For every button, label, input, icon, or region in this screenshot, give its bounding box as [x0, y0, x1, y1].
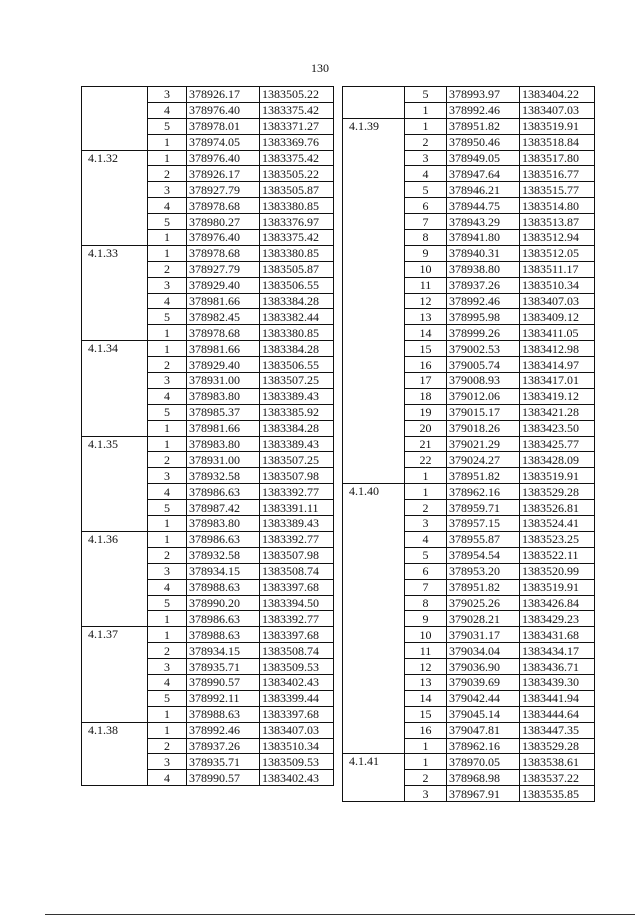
table-row	[82, 531, 334, 547]
x-coordinate-cell: 378951.82	[447, 468, 520, 484]
point-number-cell: 5	[148, 500, 187, 516]
y-coordinate-cell: 1383425.77	[520, 436, 595, 452]
y-coordinate-cell: 1383538.61	[520, 754, 595, 770]
y-coordinate-cell: 1383389.43	[260, 388, 334, 404]
y-coordinate-cell: 1383507.25	[260, 373, 334, 389]
coordinates-table-right	[342, 86, 595, 802]
point-number-cell: 2	[148, 452, 187, 468]
x-coordinate-cell: 379012.06	[447, 388, 520, 404]
point-number-cell: 4	[405, 531, 447, 547]
x-coordinate-cell: 378986.63	[187, 611, 260, 627]
point-number-cell: 2	[405, 500, 447, 516]
point-number-cell: 2	[148, 166, 187, 182]
point-number-cell: 4	[148, 293, 187, 309]
x-coordinate-cell: 378953.20	[447, 563, 520, 579]
point-number-cell: 1	[148, 516, 187, 532]
point-number-cell: 9	[405, 611, 447, 627]
section-number-cell: 4.1.35	[82, 436, 148, 531]
table-row	[82, 436, 334, 452]
point-number-cell: 8	[405, 595, 447, 611]
x-coordinate-cell: 378995.98	[447, 309, 520, 325]
x-coordinate-cell: 378937.26	[187, 738, 260, 754]
point-number-cell: 10	[405, 261, 447, 277]
x-coordinate-cell: 378927.79	[187, 261, 260, 277]
point-number-cell: 3	[148, 563, 187, 579]
x-coordinate-cell: 379002.53	[447, 341, 520, 357]
y-coordinate-cell: 1383511.17	[520, 261, 595, 277]
point-number-cell: 4	[148, 102, 187, 118]
y-coordinate-cell: 1383441.94	[520, 690, 595, 706]
x-coordinate-cell: 379045.14	[447, 706, 520, 722]
x-coordinate-cell: 379015.17	[447, 404, 520, 420]
x-coordinate-cell: 378926.17	[187, 87, 260, 103]
x-coordinate-cell: 378981.66	[187, 293, 260, 309]
y-coordinate-cell: 1383518.84	[520, 134, 595, 150]
y-coordinate-cell: 1383514.80	[520, 198, 595, 214]
y-coordinate-cell: 1383519.91	[520, 468, 595, 484]
y-coordinate-cell: 1383369.76	[260, 134, 334, 150]
y-coordinate-cell: 1383429.23	[520, 611, 595, 627]
table-row	[82, 150, 334, 166]
point-number-cell: 16	[405, 357, 447, 373]
section-number-cell: 4.1.40	[343, 484, 405, 754]
y-coordinate-cell: 1383529.28	[520, 738, 595, 754]
point-number-cell: 7	[405, 579, 447, 595]
point-number-cell: 3	[148, 373, 187, 389]
x-coordinate-cell: 378962.16	[447, 484, 520, 500]
point-number-cell: 4	[405, 166, 447, 182]
x-coordinate-cell: 379042.44	[447, 690, 520, 706]
point-number-cell: 14	[405, 690, 447, 706]
y-coordinate-cell: 1383512.94	[520, 230, 595, 246]
x-coordinate-cell: 378935.71	[187, 754, 260, 770]
x-coordinate-cell: 378934.15	[187, 643, 260, 659]
point-number-cell: 12	[405, 293, 447, 309]
x-coordinate-cell: 378934.15	[187, 563, 260, 579]
y-coordinate-cell: 1383509.53	[260, 754, 334, 770]
table-row	[82, 722, 334, 738]
point-number-cell: 22	[405, 452, 447, 468]
point-number-cell: 1	[148, 230, 187, 246]
section-number-cell	[343, 87, 405, 119]
point-number-cell: 18	[405, 388, 447, 404]
x-coordinate-cell: 378981.66	[187, 420, 260, 436]
y-coordinate-cell: 1383507.25	[260, 452, 334, 468]
x-coordinate-cell: 378992.11	[187, 690, 260, 706]
table-row	[343, 87, 595, 103]
x-coordinate-cell: 378935.71	[187, 659, 260, 675]
x-coordinate-cell: 378990.20	[187, 595, 260, 611]
point-number-cell: 1	[148, 706, 187, 722]
y-coordinate-cell: 1383391.11	[260, 500, 334, 516]
y-coordinate-cell: 1383519.91	[520, 579, 595, 595]
point-number-cell: 1	[148, 722, 187, 738]
point-number-cell: 3	[148, 277, 187, 293]
x-coordinate-cell: 378949.05	[447, 150, 520, 166]
point-number-cell: 21	[405, 436, 447, 452]
section-number-cell: 4.1.41	[343, 754, 405, 802]
y-coordinate-cell: 1383428.09	[520, 452, 595, 468]
point-number-cell: 4	[148, 198, 187, 214]
point-number-cell: 3	[148, 659, 187, 675]
y-coordinate-cell: 1383392.77	[260, 484, 334, 500]
section-number-cell: 4.1.34	[82, 341, 148, 436]
y-coordinate-cell: 1383529.28	[520, 484, 595, 500]
y-coordinate-cell: 1383505.22	[260, 87, 334, 103]
table-row	[82, 245, 334, 261]
y-coordinate-cell: 1383412.98	[520, 341, 595, 357]
point-number-cell: 11	[405, 643, 447, 659]
x-coordinate-cell: 378976.40	[187, 230, 260, 246]
x-coordinate-cell: 378957.15	[447, 516, 520, 532]
y-coordinate-cell: 1383397.68	[260, 579, 334, 595]
y-coordinate-cell: 1383404.22	[520, 87, 595, 103]
y-coordinate-cell: 1383507.98	[260, 547, 334, 563]
y-coordinate-cell: 1383508.74	[260, 643, 334, 659]
y-coordinate-cell: 1383380.85	[260, 325, 334, 341]
x-coordinate-cell: 378986.63	[187, 484, 260, 500]
y-coordinate-cell: 1383526.81	[520, 500, 595, 516]
x-coordinate-cell: 378931.00	[187, 373, 260, 389]
point-number-cell: 13	[405, 309, 447, 325]
point-number-cell: 3	[405, 516, 447, 532]
y-coordinate-cell: 1383382.44	[260, 309, 334, 325]
x-coordinate-cell: 378940.31	[447, 245, 520, 261]
x-coordinate-cell: 378978.68	[187, 198, 260, 214]
x-coordinate-cell: 378938.80	[447, 261, 520, 277]
point-number-cell: 19	[405, 404, 447, 420]
point-number-cell: 4	[148, 484, 187, 500]
section-number-cell	[82, 87, 148, 151]
section-number-cell: 4.1.36	[82, 531, 148, 626]
x-coordinate-cell: 378978.01	[187, 118, 260, 134]
y-coordinate-cell: 1383522.11	[520, 547, 595, 563]
coordinates-table-left-body	[82, 87, 334, 786]
x-coordinate-cell: 379039.69	[447, 674, 520, 690]
x-coordinate-cell: 378999.26	[447, 325, 520, 341]
x-coordinate-cell: 378929.40	[187, 277, 260, 293]
y-coordinate-cell: 1383389.43	[260, 516, 334, 532]
y-coordinate-cell: 1383380.85	[260, 198, 334, 214]
y-coordinate-cell: 1383434.17	[520, 643, 595, 659]
y-coordinate-cell: 1383397.68	[260, 627, 334, 643]
y-coordinate-cell: 1383535.85	[520, 786, 595, 802]
point-number-cell: 2	[148, 261, 187, 277]
table-row	[343, 484, 595, 500]
point-number-cell: 5	[148, 595, 187, 611]
x-coordinate-cell: 378978.68	[187, 325, 260, 341]
y-coordinate-cell: 1383426.84	[520, 595, 595, 611]
y-coordinate-cell: 1383394.50	[260, 595, 334, 611]
page-bottom-rule	[45, 914, 635, 915]
x-coordinate-cell: 378985.37	[187, 404, 260, 420]
x-coordinate-cell: 378955.87	[447, 531, 520, 547]
x-coordinate-cell: 378974.05	[187, 134, 260, 150]
x-coordinate-cell: 378988.63	[187, 627, 260, 643]
y-coordinate-cell: 1383375.42	[260, 150, 334, 166]
point-number-cell: 7	[405, 214, 447, 230]
y-coordinate-cell: 1383384.28	[260, 420, 334, 436]
x-coordinate-cell: 379036.90	[447, 659, 520, 675]
y-coordinate-cell: 1383389.43	[260, 436, 334, 452]
x-coordinate-cell: 379028.21	[447, 611, 520, 627]
point-number-cell: 4	[148, 579, 187, 595]
point-number-cell: 3	[405, 786, 447, 802]
point-number-cell: 1	[148, 134, 187, 150]
point-number-cell: 3	[148, 182, 187, 198]
x-coordinate-cell: 378962.16	[447, 738, 520, 754]
coordinates-table-right-body	[343, 87, 595, 802]
x-coordinate-cell: 378983.80	[187, 436, 260, 452]
point-number-cell: 6	[405, 198, 447, 214]
y-coordinate-cell: 1383380.85	[260, 245, 334, 261]
point-number-cell: 20	[405, 420, 447, 436]
point-number-cell: 17	[405, 373, 447, 389]
point-number-cell: 5	[405, 182, 447, 198]
x-coordinate-cell: 378992.46	[187, 722, 260, 738]
point-number-cell: 1	[405, 468, 447, 484]
point-number-cell: 4	[148, 770, 187, 786]
y-coordinate-cell: 1383384.28	[260, 293, 334, 309]
x-coordinate-cell: 378968.98	[447, 770, 520, 786]
point-number-cell: 1	[405, 118, 447, 134]
y-coordinate-cell: 1383517.80	[520, 150, 595, 166]
y-coordinate-cell: 1383376.97	[260, 214, 334, 230]
point-number-cell: 5	[148, 118, 187, 134]
point-number-cell: 3	[405, 150, 447, 166]
point-number-cell: 2	[148, 738, 187, 754]
y-coordinate-cell: 1383392.77	[260, 531, 334, 547]
y-coordinate-cell: 1383513.87	[520, 214, 595, 230]
x-coordinate-cell: 378932.58	[187, 468, 260, 484]
point-number-cell: 1	[405, 484, 447, 500]
x-coordinate-cell: 378946.21	[447, 182, 520, 198]
table-row	[82, 87, 334, 103]
y-coordinate-cell: 1383505.87	[260, 182, 334, 198]
section-number-cell: 4.1.38	[82, 722, 148, 786]
y-coordinate-cell: 1383407.03	[260, 722, 334, 738]
point-number-cell: 9	[405, 245, 447, 261]
x-coordinate-cell: 378950.46	[447, 134, 520, 150]
point-number-cell: 3	[148, 87, 187, 103]
x-coordinate-cell: 378986.63	[187, 531, 260, 547]
x-coordinate-cell: 378976.40	[187, 150, 260, 166]
x-coordinate-cell: 378944.75	[447, 198, 520, 214]
x-coordinate-cell: 378987.42	[187, 500, 260, 516]
point-number-cell: 4	[148, 674, 187, 690]
y-coordinate-cell: 1383520.99	[520, 563, 595, 579]
y-coordinate-cell: 1383509.53	[260, 659, 334, 675]
point-number-cell: 1	[405, 754, 447, 770]
x-coordinate-cell: 379018.26	[447, 420, 520, 436]
point-number-cell: 1	[405, 738, 447, 754]
point-number-cell: 3	[148, 468, 187, 484]
x-coordinate-cell: 378937.26	[447, 277, 520, 293]
x-coordinate-cell: 378992.46	[447, 102, 520, 118]
point-number-cell: 13	[405, 674, 447, 690]
point-number-cell: 2	[405, 134, 447, 150]
table-row	[82, 341, 334, 357]
point-number-cell: 2	[148, 357, 187, 373]
x-coordinate-cell: 378954.54	[447, 547, 520, 563]
section-number-cell: 4.1.39	[343, 118, 405, 483]
x-coordinate-cell: 378983.80	[187, 388, 260, 404]
x-coordinate-cell: 378976.40	[187, 102, 260, 118]
point-number-cell: 5	[148, 309, 187, 325]
y-coordinate-cell: 1383385.92	[260, 404, 334, 420]
y-coordinate-cell: 1383402.43	[260, 674, 334, 690]
y-coordinate-cell: 1383399.44	[260, 690, 334, 706]
y-coordinate-cell: 1383436.71	[520, 659, 595, 675]
y-coordinate-cell: 1383409.12	[520, 309, 595, 325]
y-coordinate-cell: 1383516.77	[520, 166, 595, 182]
point-number-cell: 15	[405, 341, 447, 357]
x-coordinate-cell: 378926.17	[187, 166, 260, 182]
x-coordinate-cell: 378932.58	[187, 547, 260, 563]
x-coordinate-cell: 378947.64	[447, 166, 520, 182]
y-coordinate-cell: 1383515.77	[520, 182, 595, 198]
point-number-cell: 1	[148, 420, 187, 436]
table-row	[343, 754, 595, 770]
point-number-cell: 8	[405, 230, 447, 246]
y-coordinate-cell: 1383407.03	[520, 293, 595, 309]
y-coordinate-cell: 1383421.28	[520, 404, 595, 420]
point-number-cell: 2	[148, 547, 187, 563]
y-coordinate-cell: 1383524.41	[520, 516, 595, 532]
x-coordinate-cell: 378941.80	[447, 230, 520, 246]
point-number-cell: 1	[148, 245, 187, 261]
point-number-cell: 3	[148, 754, 187, 770]
x-coordinate-cell: 379047.81	[447, 722, 520, 738]
x-coordinate-cell: 378931.00	[187, 452, 260, 468]
y-coordinate-cell: 1383392.77	[260, 611, 334, 627]
y-coordinate-cell: 1383402.43	[260, 770, 334, 786]
x-coordinate-cell: 378927.79	[187, 182, 260, 198]
y-coordinate-cell: 1383519.91	[520, 118, 595, 134]
point-number-cell: 14	[405, 325, 447, 341]
y-coordinate-cell: 1383371.27	[260, 118, 334, 134]
point-number-cell: 4	[148, 388, 187, 404]
y-coordinate-cell: 1383375.42	[260, 230, 334, 246]
x-coordinate-cell: 379005.74	[447, 357, 520, 373]
point-number-cell: 5	[405, 87, 447, 103]
x-coordinate-cell: 378951.82	[447, 118, 520, 134]
section-number-cell: 4.1.32	[82, 150, 148, 245]
y-coordinate-cell: 1383375.42	[260, 102, 334, 118]
x-coordinate-cell: 379025.26	[447, 595, 520, 611]
y-coordinate-cell: 1383537.22	[520, 770, 595, 786]
y-coordinate-cell: 1383447.35	[520, 722, 595, 738]
y-coordinate-cell: 1383439.30	[520, 674, 595, 690]
y-coordinate-cell: 1383507.98	[260, 468, 334, 484]
x-coordinate-cell: 378980.27	[187, 214, 260, 230]
x-coordinate-cell: 378988.63	[187, 579, 260, 595]
coordinates-table-left	[81, 86, 334, 786]
point-number-cell: 5	[148, 404, 187, 420]
point-number-cell: 1	[148, 325, 187, 341]
point-number-cell: 5	[405, 547, 447, 563]
y-coordinate-cell: 1383411.05	[520, 325, 595, 341]
x-coordinate-cell: 378951.82	[447, 579, 520, 595]
y-coordinate-cell: 1383423.50	[520, 420, 595, 436]
x-coordinate-cell: 379021.29	[447, 436, 520, 452]
x-coordinate-cell: 379008.93	[447, 373, 520, 389]
point-number-cell: 15	[405, 706, 447, 722]
page-number: 130	[311, 61, 329, 75]
x-coordinate-cell: 378982.45	[187, 309, 260, 325]
y-coordinate-cell: 1383444.64	[520, 706, 595, 722]
y-coordinate-cell: 1383414.97	[520, 357, 595, 373]
y-coordinate-cell: 1383523.25	[520, 531, 595, 547]
y-coordinate-cell: 1383506.55	[260, 277, 334, 293]
x-coordinate-cell: 378988.63	[187, 706, 260, 722]
x-coordinate-cell: 379031.17	[447, 627, 520, 643]
point-number-cell: 5	[148, 690, 187, 706]
point-number-cell: 1	[148, 341, 187, 357]
table-row	[82, 627, 334, 643]
x-coordinate-cell: 378943.29	[447, 214, 520, 230]
point-number-cell: 6	[405, 563, 447, 579]
point-number-cell: 1	[405, 102, 447, 118]
y-coordinate-cell: 1383508.74	[260, 563, 334, 579]
y-coordinate-cell: 1383510.34	[520, 277, 595, 293]
x-coordinate-cell: 378967.91	[447, 786, 520, 802]
point-number-cell: 12	[405, 659, 447, 675]
y-coordinate-cell: 1383510.34	[260, 738, 334, 754]
x-coordinate-cell: 378970.05	[447, 754, 520, 770]
x-coordinate-cell: 378983.80	[187, 516, 260, 532]
point-number-cell: 2	[405, 770, 447, 786]
y-coordinate-cell: 1383505.22	[260, 166, 334, 182]
y-coordinate-cell: 1383431.68	[520, 627, 595, 643]
x-coordinate-cell: 378990.57	[187, 770, 260, 786]
x-coordinate-cell: 378992.46	[447, 293, 520, 309]
y-coordinate-cell: 1383419.12	[520, 388, 595, 404]
y-coordinate-cell: 1383505.87	[260, 261, 334, 277]
point-number-cell: 5	[148, 214, 187, 230]
point-number-cell: 2	[148, 643, 187, 659]
point-number-cell: 1	[148, 531, 187, 547]
point-number-cell: 16	[405, 722, 447, 738]
point-number-cell: 1	[148, 627, 187, 643]
section-number-cell: 4.1.37	[82, 627, 148, 722]
point-number-cell: 1	[148, 150, 187, 166]
x-coordinate-cell: 378959.71	[447, 500, 520, 516]
x-coordinate-cell: 378990.57	[187, 674, 260, 690]
x-coordinate-cell: 378993.97	[447, 87, 520, 103]
x-coordinate-cell: 379024.27	[447, 452, 520, 468]
x-coordinate-cell: 378981.66	[187, 341, 260, 357]
point-number-cell: 11	[405, 277, 447, 293]
y-coordinate-cell: 1383397.68	[260, 706, 334, 722]
table-row	[343, 118, 595, 134]
x-coordinate-cell: 378929.40	[187, 357, 260, 373]
y-coordinate-cell: 1383384.28	[260, 341, 334, 357]
y-coordinate-cell: 1383506.55	[260, 357, 334, 373]
point-number-cell: 10	[405, 627, 447, 643]
point-number-cell: 1	[148, 611, 187, 627]
y-coordinate-cell: 1383417.01	[520, 373, 595, 389]
y-coordinate-cell: 1383407.03	[520, 102, 595, 118]
x-coordinate-cell: 379034.04	[447, 643, 520, 659]
x-coordinate-cell: 378978.68	[187, 245, 260, 261]
y-coordinate-cell: 1383512.05	[520, 245, 595, 261]
point-number-cell: 1	[148, 436, 187, 452]
section-number-cell: 4.1.33	[82, 245, 148, 340]
